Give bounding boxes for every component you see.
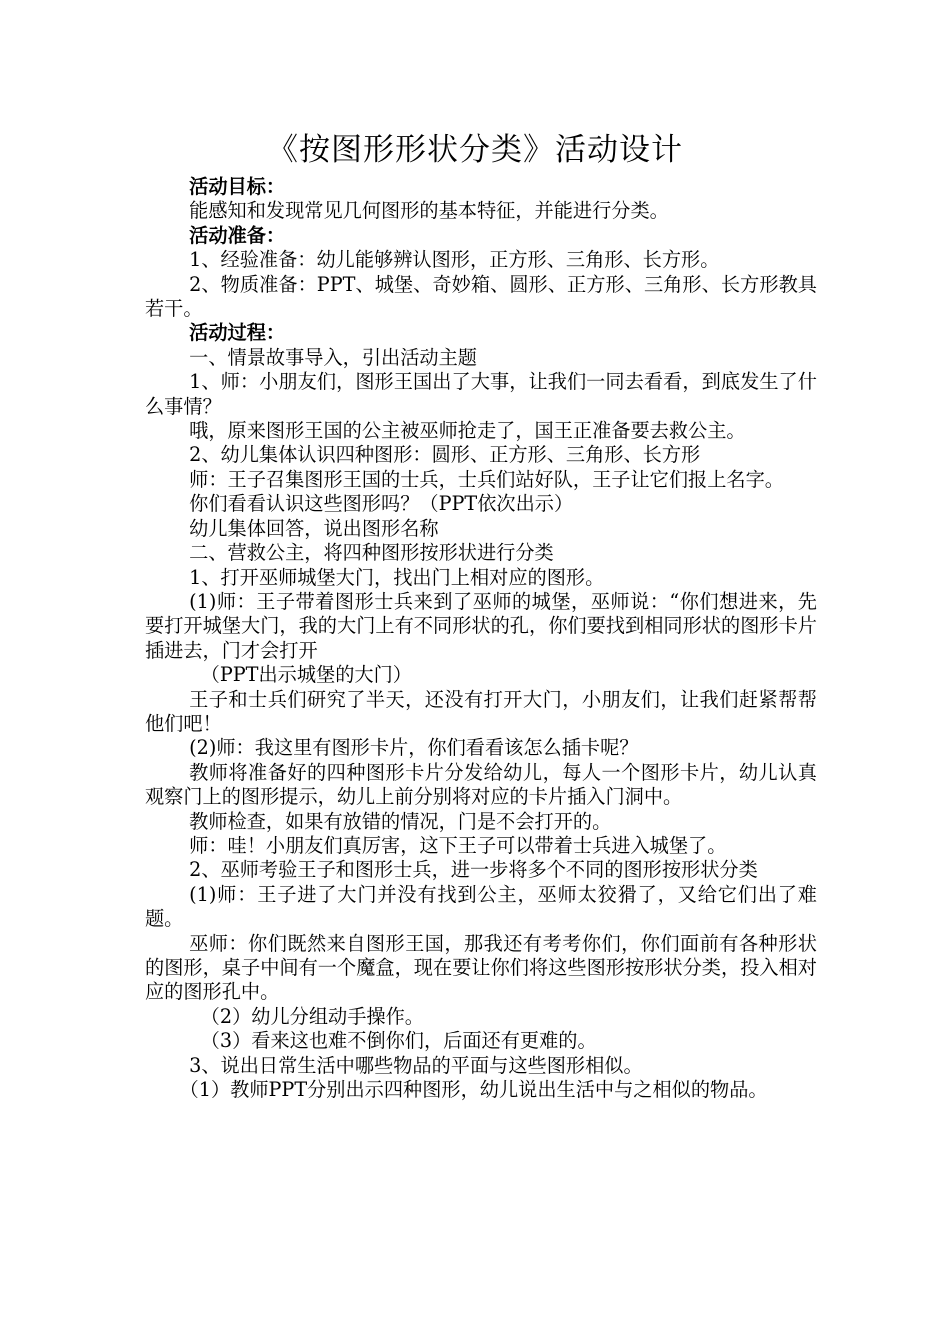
section-heading: 活动过程： (189, 321, 286, 345)
paragraph: (1)师：王子进了大门并没有找到公主，巫师太狡猾了，又给它们出了难题。 (145, 882, 817, 931)
section-heading: 活动目标： (189, 175, 286, 198)
paragraph: 幼儿集体回答，说出图形名称 (189, 516, 439, 540)
paragraph: 王子和士兵们研究了半天，还没有打开大门，小朋友们，让我们赶紧帮帮他们吧！ (145, 687, 817, 735)
document-body (145, 175, 817, 1102)
paragraph: 能感知和发现常见几何图形的基本特征，并能进行分类。 (189, 199, 669, 223)
paragraph: 1、打开巫师城堡大门，找出门上相对应的图形。 (189, 565, 605, 589)
paragraph: (2)师：我这里有图形卡片，你们看看该怎么插卡呢？ (189, 736, 639, 760)
paragraph: (1)师：王子带着图形士兵来到了巫师的城堡，巫师说：“你们想进来，先要打开城堡大门，我的大门上有不同形状的孔，你们要找到相同形状的图形卡片插进去，门才会打开 (145, 589, 817, 662)
paragraph: 一、情景故事导入，引出活动主题 (189, 345, 477, 369)
paragraph: 二、营救公主，将四种图形按形状进行分类 (189, 541, 554, 565)
paragraph: 1、经验准备：幼儿能够辨认图形，正方形、三角形、长方形。 (189, 248, 720, 272)
paragraph: （2）幼儿分组动手操作。 (200, 1004, 424, 1028)
paragraph: 1、师：小朋友们，图形王国出了大事，让我们一同去看看，到底发生了什么事情？ (145, 370, 817, 418)
paragraph: 2、幼儿集体认识四种图形：圆形、正方形、三角形、长方形 (189, 443, 701, 467)
paragraph: 师：哇！小朋友们真厉害，这下王子可以带着士兵进入城堡了。 (189, 833, 727, 857)
paragraph: 3、说出日常生活中哪些物品的平面与这些图形相似。 (189, 1053, 643, 1077)
document-title: 《按图形形状分类》活动设计 (267, 132, 683, 168)
paragraph: （3）看来这也难不倒你们，后面还有更难的。 (200, 1029, 597, 1053)
paragraph: 教师检查，如果有放错的情况，门是不会打开的。 (189, 809, 612, 833)
paragraph: （PPT出示城堡的大门） (200, 663, 412, 687)
paragraph: 巫师：你们既然来自图形王国，那我还有考考你们，你们面前有各种形状的图形，桌子中间有一个魔盒，现在要让你们将这些图形按形状分类，投入相对应的图形孔中。 (145, 931, 817, 1004)
paragraph: 2、巫师考验王子和图形士兵，进一步将多个不同的图形按形状分类 (189, 858, 758, 882)
paragraph: 师：王子召集图形王国的士兵，士兵们站好队，王子让它们报上名字。 (189, 467, 784, 491)
section-heading: 活动准备： (189, 223, 286, 247)
paragraph: 你们看看认识这些图形吗？（PPT依次出示） (189, 492, 574, 516)
paragraph: 哦，原来图形王国的公主被巫师抢走了，国王正准备要去救公主。 (189, 419, 746, 443)
paragraph: 2、物质准备：PPT、城堡、奇妙箱、圆形、正方形、三角形、长方形教具若干。 (145, 272, 817, 321)
paragraph: （1）教师PPT分别出示四种图形，幼儿说出生活中与之相似的物品。 (179, 1078, 768, 1102)
paragraph: 教师将准备好的四种图形卡片分发给幼儿，每人一个图形卡片，幼儿认真观察门上的图形提示，幼儿上前分别将对应的卡片插入门洞中。 (145, 760, 817, 809)
